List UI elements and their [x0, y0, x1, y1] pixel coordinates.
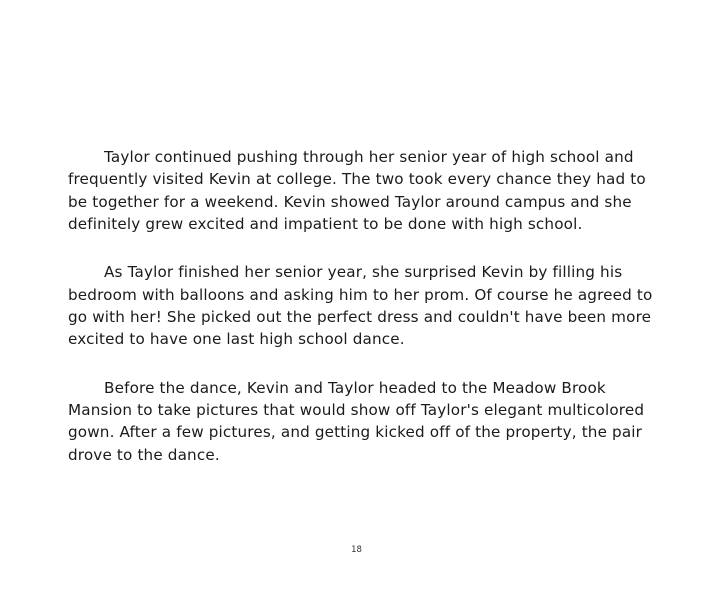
page-body [68, 146, 656, 466]
paragraph: As Taylor finished her senior year, she surprised Kevin by filling his bedroom with balloons and asking him to her prom. Of course he agreed to go with her! She picked out the perfect dress and couldn't have been more excited to have one last high school dance. [68, 263, 653, 349]
page-number: 18 [351, 545, 362, 555]
paragraph: Before the dance, Kevin and Taylor headed to the Meadow Brook Mansion to take pictures that would show off Taylor's elegant multicolored gown. After a few pictures, and getting kicked off of the property, the pair drove to the dance. [68, 378, 645, 464]
paragraph: Taylor continued pushing through her senior year of high school and frequently visited Kevin at college. The two took every chance they had to be together for a weekend. Kevin showed Taylor around campus and she definitely grew excited and impatient to be done with high school. [68, 148, 646, 234]
